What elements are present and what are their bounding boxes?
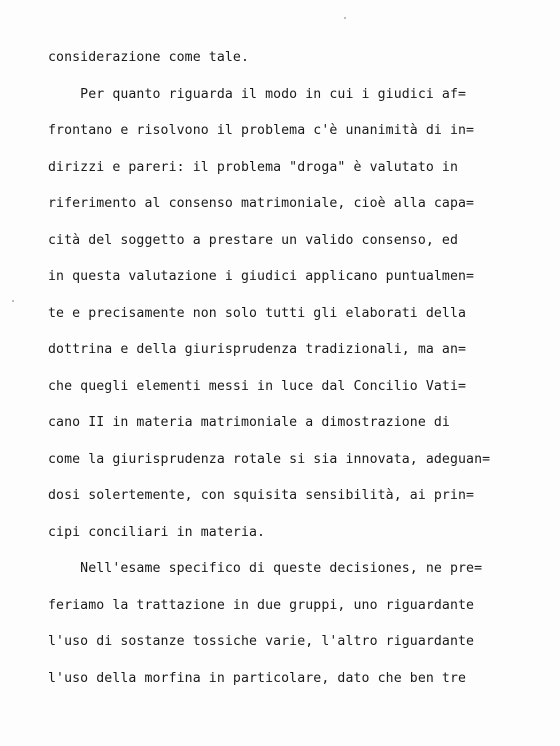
text-line: cità del soggetto a prestare un valido consenso, ed <box>48 232 459 248</box>
text-line: cano II in materia matrimoniale a dimostrazione di <box>48 415 450 430</box>
text-line: riferimento al consenso matrimoniale, cioè alla capa= <box>48 196 475 211</box>
text-line: considerazione come tale. <box>48 50 249 65</box>
text-line: dirizzi e pareri: il problema "droga" è valutato in <box>48 159 459 175</box>
text-line: frontano e risolvono il problema c'è unanimità di in= <box>48 123 475 138</box>
text-line: cipi conciliari in materia. <box>48 524 266 540</box>
text-line: te e precisamente non solo tutti gli elaborati della <box>48 305 467 321</box>
body-text <box>48 40 518 697</box>
text-line: l'uso di sostanze tossiche varie, l'altro riguardante <box>48 634 475 649</box>
text-line: Nell'esame specifico di queste decisiones, ne pre= <box>48 561 483 576</box>
text-line: come la giurisprudenza rotale si sia innovata, adeguan= <box>48 451 491 467</box>
scan-speck <box>12 300 14 302</box>
text-line: feriamo la trattazione in due gruppi, uno riguardante <box>48 597 475 613</box>
text-line: dottrina e della giurisprudenza tradizionali, ma an= <box>48 342 467 357</box>
text-line: Per quanto riguarda il modo in cui i giudici af= <box>48 86 467 102</box>
text-line: dosi solertemente, con squisita sensibilità, ai prin= <box>48 488 475 503</box>
text-line: l'uso della morfina in particolare, dato che ben tre <box>48 670 467 686</box>
text-line: che quegli elementi messi in luce dal Concilio Vati= <box>48 378 467 394</box>
text-line: in questa valutazione i giudici applicano puntualmen= <box>48 269 475 284</box>
scan-speck <box>344 17 346 19</box>
